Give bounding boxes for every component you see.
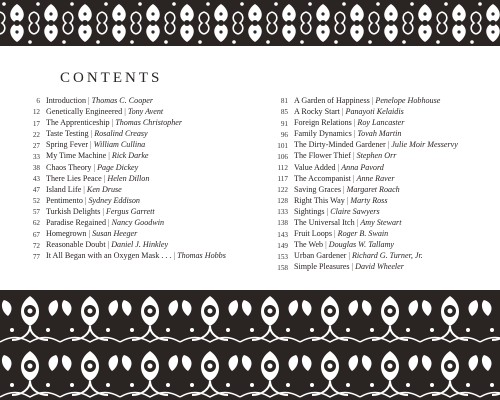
toc-author: Helen Dillon — [107, 173, 150, 183]
toc-separator: | — [108, 151, 110, 161]
toc-separator: | — [351, 262, 354, 272]
ornamental-border-bottom — [0, 290, 500, 400]
toc-title: Turkish Delights — [46, 206, 101, 216]
toc-entry — [262, 185, 492, 196]
toc-separator: | — [348, 251, 350, 261]
toc-page-number: 77 — [32, 252, 40, 261]
toc-title: Value Added — [294, 162, 336, 172]
toc-title: Genetically Engineered — [46, 107, 123, 117]
toc-separator: | — [353, 129, 356, 139]
toc-title: Homegrown — [46, 229, 87, 239]
toc-entry-body — [40, 163, 242, 174]
toc-separator: | — [371, 96, 374, 105]
toc-title: Right This Way — [294, 195, 345, 205]
toc-title: Reasonable Doubt — [46, 240, 106, 250]
toc-title: Sightings — [294, 206, 325, 216]
toc-page-number: 158 — [277, 263, 288, 272]
toc-entry-body — [288, 229, 490, 240]
toc-separator: | — [342, 184, 345, 194]
toc-separator: | — [326, 206, 329, 216]
toc-entry — [262, 107, 492, 118]
toc-page-number: 112 — [277, 163, 288, 172]
toc-author: Panayoti Kelaidis — [345, 107, 404, 117]
toc-entry — [262, 140, 492, 151]
toc-separator: | — [173, 251, 176, 261]
toc-author: Tony Avent — [127, 107, 164, 117]
toc-entry — [262, 163, 492, 174]
toc-author: Thomas Hobbs — [177, 251, 226, 261]
toc-entry — [14, 240, 244, 251]
toc-separator: | — [353, 118, 356, 128]
toc-entry — [262, 262, 492, 273]
toc-entry — [262, 196, 492, 207]
toc-page-number: 57 — [32, 208, 40, 217]
toc-title: The Flower Thief — [294, 151, 351, 161]
toc-author: Rick Darke — [111, 151, 149, 161]
toc-separator: | — [352, 151, 355, 161]
toc-entry-body — [40, 129, 242, 140]
toc-entry — [262, 118, 492, 129]
toc-entry-body — [288, 174, 490, 185]
toc-page-number: 43 — [32, 175, 40, 184]
toc-entry — [262, 218, 492, 229]
toc-author: Douglas W. Tallamy — [328, 240, 395, 250]
toc-author: Penelope Hobhouse — [375, 96, 441, 105]
toc-author: Roy Lancaster — [357, 118, 405, 128]
toc-entry-body — [40, 174, 242, 185]
toc-author: Marty Ross — [350, 195, 388, 205]
toc-entry-body — [288, 118, 490, 129]
toc-author: Margaret Roach — [346, 184, 400, 194]
toc-entry-body — [40, 251, 242, 262]
toc-entry-body — [40, 185, 242, 196]
toc-separator: | — [90, 140, 92, 150]
toc-entry-body — [40, 207, 242, 218]
toc-page-number: 52 — [32, 197, 40, 206]
toc-entry — [262, 207, 492, 218]
toc-separator: | — [93, 162, 96, 172]
toc-entry-body — [40, 218, 242, 229]
toc-separator: | — [88, 229, 91, 239]
toc-entry — [14, 151, 244, 162]
toc-author: Thomas C. Cooper — [91, 96, 154, 105]
toc-entry — [14, 196, 244, 207]
toc-page-number: 17 — [32, 119, 40, 128]
toc-entry — [14, 229, 244, 240]
toc-author: Fergus Garrett — [105, 206, 155, 216]
toc-page-number: 85 — [280, 108, 288, 117]
toc-page-number: 27 — [32, 141, 40, 150]
toc-title: Simple Pleasures — [294, 262, 350, 272]
toc-title: Family Dynamics — [294, 129, 352, 139]
toc-page-number: 67 — [32, 230, 40, 239]
toc-author: Thomas Christopher — [115, 118, 183, 128]
toc-author: Julie Moir Messervy — [391, 140, 458, 150]
toc-page-number: 33 — [32, 152, 40, 161]
toc-page-number: 133 — [277, 208, 288, 217]
toc-page-number: 81 — [280, 97, 288, 106]
toc-entry — [262, 174, 492, 185]
toc-author: Amy Stewart — [360, 218, 402, 228]
toc-separator: | — [111, 118, 114, 128]
toc-page-number: 149 — [277, 241, 288, 250]
toc-page-number: 122 — [277, 186, 288, 195]
toc-title: Foreign Relations — [294, 118, 352, 128]
toc-title: There Lies Peace — [46, 173, 102, 183]
toc-separator: | — [90, 129, 93, 139]
toc-title: Introduction — [46, 96, 87, 105]
toc-entry — [14, 163, 244, 174]
toc-title: Urban Gardener — [294, 251, 347, 261]
toc-page-number: 72 — [32, 241, 40, 250]
toc-author: Anna Pavord — [341, 162, 384, 172]
contents-heading: CONTENTS — [60, 70, 163, 86]
toc-separator: | — [84, 195, 87, 205]
toc-entry-body — [288, 185, 490, 196]
toc-page-number: 91 — [280, 119, 288, 128]
ornamental-border-top — [0, 0, 500, 46]
toc-entry-body — [288, 107, 490, 118]
toc-author: David Wheeler — [355, 262, 404, 272]
toc-entry-body — [40, 140, 242, 151]
toc-entry — [14, 218, 244, 229]
toc-author: Ken Druse — [86, 184, 122, 194]
toc-separator: | — [103, 173, 106, 183]
toc-author: Roger B. Swain — [337, 229, 389, 239]
toc-author: Page Dickey — [97, 162, 139, 172]
toc-entry — [14, 174, 244, 185]
toc-page-number: 138 — [277, 219, 288, 228]
toc-page-number: 62 — [32, 219, 40, 228]
toc-column-right — [262, 96, 492, 274]
toc-separator: | — [337, 162, 340, 172]
toc-separator: | — [124, 107, 126, 117]
toc-title: Island Life — [46, 184, 82, 194]
toc-entry-body — [40, 240, 242, 251]
toc-entry — [262, 151, 492, 162]
toc-author: Sydney Eddison — [88, 195, 140, 205]
toc-entry — [262, 251, 492, 262]
toc-page-number: 117 — [277, 175, 288, 184]
toc-title: A Garden of Happiness — [294, 96, 370, 105]
toc-entry — [14, 251, 244, 262]
toc-entry — [14, 107, 244, 118]
toc-title: Chaos Theory — [46, 162, 92, 172]
toc-title: Spring Fever — [46, 140, 89, 150]
toc-separator: | — [108, 218, 110, 228]
toc-page-number: 153 — [277, 252, 288, 261]
toc-author: Nancy Goodwin — [111, 218, 165, 228]
toc-entry-body — [288, 251, 490, 262]
toc-author: Anne Raver — [356, 173, 395, 183]
toc-separator: | — [102, 206, 104, 216]
toc-page-number: 22 — [32, 130, 40, 139]
toc-title: The Apprenticeship — [46, 118, 110, 128]
toc-page-number: 12 — [32, 108, 40, 117]
toc-author: William Cullina — [93, 140, 146, 150]
toc-author: Tovah Martin — [357, 129, 402, 139]
toc-entry-body — [288, 163, 490, 174]
toc-entry-body — [288, 218, 490, 229]
toc-author: Stephen Orr — [356, 151, 397, 161]
toc-page-number: 143 — [277, 230, 288, 239]
toc-entry — [14, 96, 244, 107]
toc-separator: | — [341, 107, 344, 117]
toc-entry-body — [288, 240, 490, 251]
toc-title: Saving Graces — [294, 184, 341, 194]
toc-entry-body — [288, 96, 490, 107]
toc-entry-body — [40, 229, 242, 240]
toc-entry-body — [40, 151, 242, 162]
toc-page-number: 106 — [277, 152, 288, 161]
toc-separator: | — [356, 218, 359, 228]
toc-entry — [14, 207, 244, 218]
toc-page-number: 47 — [32, 186, 40, 195]
toc-separator: | — [107, 240, 110, 250]
toc-separator: | — [83, 184, 85, 194]
toc-title: It All Began with an Oxygen Mask . . . — [46, 251, 172, 261]
toc-entry — [262, 229, 492, 240]
toc-entry — [14, 185, 244, 196]
toc-column-left — [14, 96, 244, 262]
toc-entry-body — [40, 196, 242, 207]
toc-title: The Accompanist — [294, 173, 351, 183]
toc-entry — [262, 129, 492, 140]
toc-entry-body — [288, 151, 490, 162]
toc-title: The Dirty-Minded Gardener — [294, 140, 386, 150]
toc-title: Fruit Loops — [294, 229, 332, 239]
toc-separator: | — [88, 96, 90, 105]
toc-title: My Time Machine — [46, 151, 107, 161]
toc-entry-body — [288, 196, 490, 207]
toc-title: Taste Testing — [46, 129, 89, 139]
toc-separator: | — [334, 229, 336, 239]
toc-author: Daniel J. Hinkley — [111, 240, 169, 250]
toc-entry — [14, 129, 244, 140]
toc-entry-body — [40, 96, 242, 107]
toc-separator: | — [325, 240, 327, 250]
toc-author: Rosalind Creasy — [94, 129, 148, 139]
toc-page-number: 128 — [277, 197, 288, 206]
toc-entry-body — [288, 262, 490, 273]
toc-entry — [262, 96, 492, 107]
toc-entry — [14, 118, 244, 129]
toc-title: Pentimento — [46, 195, 83, 205]
toc-page-number: 6 — [36, 97, 40, 106]
toc-author: Claire Sawyers — [330, 206, 380, 216]
toc-page-number: 101 — [277, 141, 288, 150]
toc-separator: | — [387, 140, 390, 150]
toc-entry — [262, 240, 492, 251]
toc-separator: | — [352, 173, 355, 183]
toc-separator: | — [346, 195, 349, 205]
toc-page-number: 38 — [32, 163, 40, 172]
toc-entry — [14, 140, 244, 151]
toc-entry-body — [288, 140, 490, 151]
toc-entry-body — [288, 207, 490, 218]
toc-author: Susan Heeger — [92, 229, 138, 239]
toc-entry-body — [40, 118, 242, 129]
toc-author: Richard G. Turner, Jr. — [351, 251, 423, 261]
toc-page-number: 96 — [280, 130, 288, 139]
toc-title: Paradise Regained — [46, 218, 107, 228]
toc-entry-body — [288, 129, 490, 140]
toc-title: The Web — [294, 240, 324, 250]
toc-title: A Rocky Start — [294, 107, 340, 117]
toc-entry-body — [40, 107, 242, 118]
toc-title: The Universal Itch — [294, 218, 355, 228]
